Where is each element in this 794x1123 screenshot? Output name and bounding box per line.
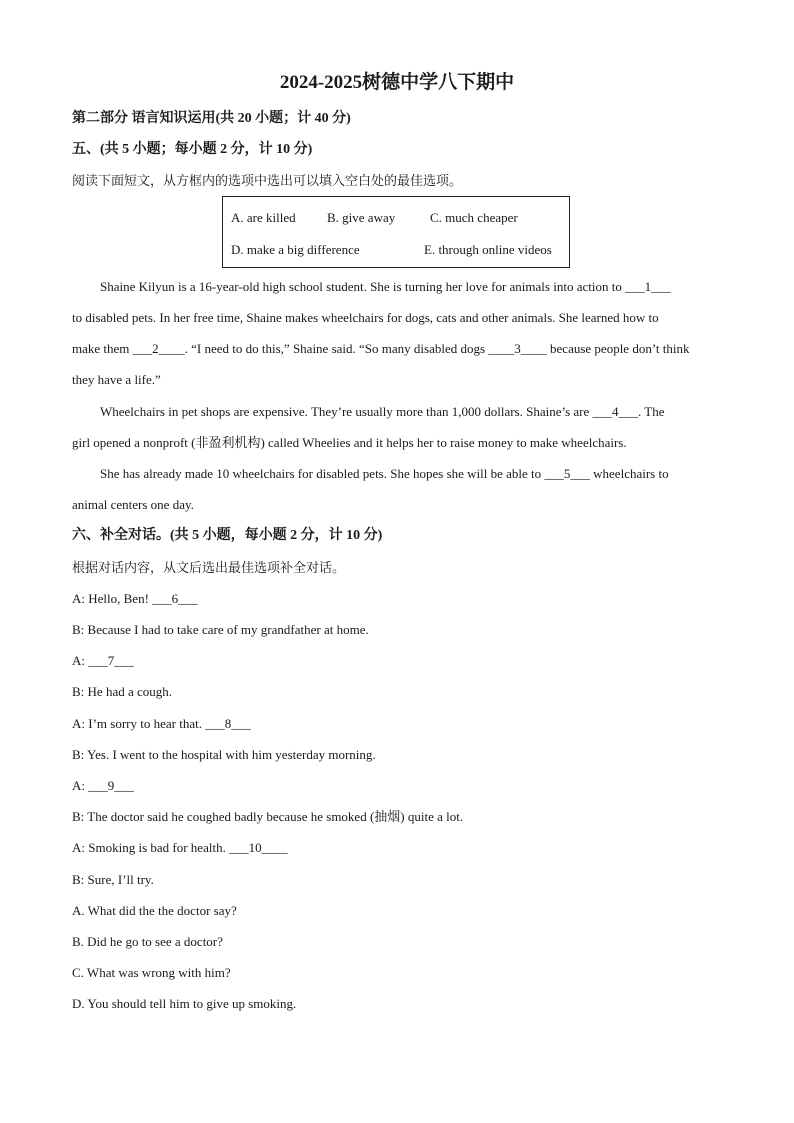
part2-heading: 第二部分 语言知识运用(共 20 小题；计 40 分) bbox=[72, 111, 351, 126]
option-d: D. make a big difference bbox=[231, 242, 360, 257]
section6-instruction: 根据对话内容，从文后选出最佳选项补全对话。 bbox=[72, 560, 346, 575]
dialogue-line: A: I’m sorry to hear that. ___8___ bbox=[72, 716, 251, 731]
section6-heading: 六、补全对话。(共 5 小题，每小题 2 分，计 10 分) bbox=[72, 528, 383, 543]
passage-line: animal centers one day. bbox=[72, 497, 194, 512]
passage-line: Shaine Kilyun is a 16-year-old high school student. She is turning her love for animals into action to ___1___ bbox=[100, 279, 671, 294]
dialogue-line: B: Yes. I went to the hospital with him yesterday morning. bbox=[72, 747, 376, 762]
dialogue-line: B: The doctor said he coughed badly because he smoked (抽烟) quite a lot. bbox=[72, 809, 464, 824]
passage-line: make them ___2____. “I need to do this,” Shaine said. “So many disabled dogs ____3____ because people don’t think bbox=[72, 341, 690, 356]
option-c: C. much cheaper bbox=[430, 210, 518, 225]
passage-line: She has already made 10 wheelchairs for disabled pets. She hopes she will be able to ___5___ wheelchairs to bbox=[100, 466, 669, 481]
dialogue-line: B: He had a cough. bbox=[72, 684, 173, 699]
passage-line: to disabled pets. In her free time, Shaine makes wheelchairs for dogs, cats and other animals. She learned how to bbox=[72, 310, 659, 325]
dialogue-line: B: Sure, I’ll try. bbox=[72, 872, 154, 887]
page-title: 2024-2025树德中学八下期中 bbox=[279, 72, 515, 93]
choice-b: B. Did he go to see a doctor? bbox=[72, 934, 223, 949]
option-e: E. through online videos bbox=[424, 242, 552, 257]
choice-d: D. You should tell him to give up smoking. bbox=[72, 996, 297, 1011]
options-box bbox=[222, 196, 570, 268]
choice-a: A. What did the the doctor say? bbox=[72, 903, 237, 918]
section5-instruction: 阅读下面短文，从方框内的选项中选出可以填入空白处的最佳选项。 bbox=[72, 173, 463, 188]
passage-line: Wheelchairs in pet shops are expensive. They’re usually more than 1,000 dollars. Shaine’s are ___4___. The bbox=[100, 404, 665, 419]
dialogue-line: A: Smoking is bad for health. ___10____ bbox=[72, 840, 288, 855]
dialogue-line: A: ___9___ bbox=[72, 778, 134, 793]
option-a: A. are killed bbox=[231, 210, 296, 225]
choice-c: C. What was wrong with him? bbox=[72, 965, 231, 980]
passage-line: girl opened a nonproft (非盈利机构) called Wheelies and it helps her to raise money to make wheelchairs. bbox=[72, 435, 627, 450]
dialogue-line: A: ___7___ bbox=[72, 653, 134, 668]
section5-heading: 五、(共 5 小题；每小题 2 分，计 10 分) bbox=[72, 142, 313, 157]
passage-line: they have a life.” bbox=[72, 372, 161, 387]
dialogue-line: A: Hello, Ben! ___6___ bbox=[72, 591, 198, 606]
dialogue-line: B: Because I had to take care of my grandfather at home. bbox=[72, 622, 369, 637]
option-b: B. give away bbox=[327, 210, 396, 225]
